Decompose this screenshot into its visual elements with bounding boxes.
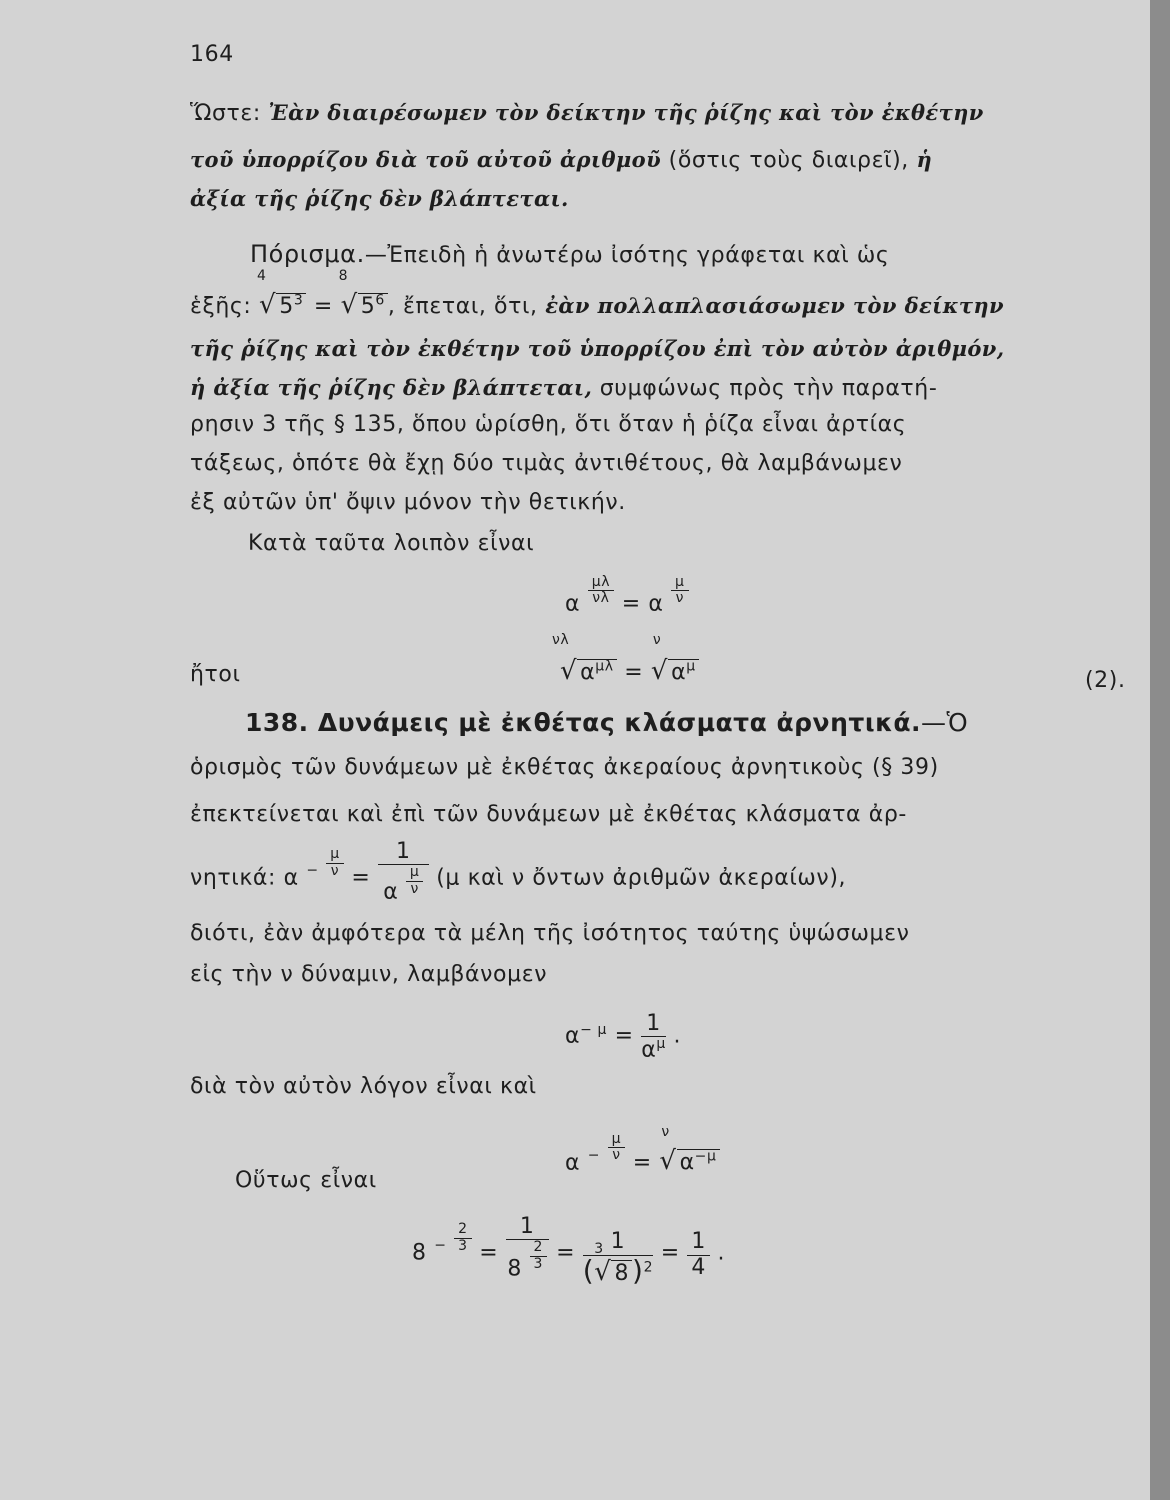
porisma-eq-prefix: ἑξῆς: — [190, 294, 252, 319]
eq6-den-exp-num: 2 — [530, 1240, 548, 1256]
eq4-base: α — [565, 1023, 581, 1049]
eq1-base: α — [565, 591, 581, 617]
eq6-four: 4 — [691, 1254, 706, 1280]
line4-suffix: (μ καὶ ν ὄντων ἀριθμῶν ἀκεραίων), — [436, 865, 847, 891]
eq6-one-2: 1 — [583, 1230, 653, 1255]
porisma-line6: τάξεως, ὁπότε θὰ ἔχῃ δύο τιμὰς ἀντιθέτους, θὰ λαμβάνωμεν — [190, 451, 903, 476]
para1-lead: Ὥστε: — [190, 101, 261, 126]
radical-sign-icon: √ — [560, 656, 578, 686]
root-index-4: 4 — [257, 268, 267, 284]
equation-4 — [565, 1012, 681, 1063]
section-138-line2: ὁρισμὸς τῶν δυνάμεων μὲ ἐκθέτας ἀκεραίους ἀρνητικοὺς (§ 39) — [190, 755, 939, 780]
eq5-equals: = — [632, 1150, 652, 1176]
eq4-den-exp: μ — [656, 1036, 666, 1053]
eq3-den-exp-den: ν — [410, 880, 419, 897]
eq3-den-base: α — [383, 879, 399, 905]
eq1-equals: = — [621, 591, 641, 617]
section-138-line4 — [190, 840, 846, 905]
radicand-5: 5 — [279, 294, 294, 319]
root-index-8: 8 — [338, 268, 349, 284]
section-number: 138. — [245, 708, 309, 737]
eq3-den-exp — [406, 865, 424, 897]
eq3-minus: − — [306, 862, 319, 879]
para1-line1 — [190, 100, 984, 126]
eq5-exponent-fraction — [608, 1132, 626, 1164]
eq1-den-2: ν — [675, 590, 685, 607]
para1-line3: ἀξία τῆς ῥίζης δὲν βλάπτεται. — [190, 186, 569, 211]
para1-italic-b: τοῦ ὑπορρίζου διὰ τοῦ αὐτοῦ ἀριθμοῦ — [190, 147, 662, 172]
radical-sign-icon: √ — [650, 656, 669, 686]
eq6-num: 2 — [454, 1222, 472, 1238]
eq4-equals: = — [614, 1023, 634, 1049]
section-138-line5: διότι, ἐὰν ἀμφότερα τὰ μέλη τῆς ἰσότητος ταύτης ὑψώσωμεν — [190, 921, 910, 946]
porisma-line2: ἑξῆς: 4 √ $5^3$ = 8 √ $5^6$ , ἔπεται, ὅτι, ἐὰν πολλαπλασιάσωμεν τὸν δείκτην — [190, 268, 1005, 320]
eq2-exp-2: μ — [686, 658, 696, 675]
eq6-den-2: ( 3 √ 8 )$^2$ — [582, 1240, 654, 1287]
eq6-root-index: 3 — [594, 1240, 604, 1257]
eq3-equals: = — [351, 865, 371, 891]
kata-line: Κατὰ ταῦτα λοιπὸν εἶναι — [248, 531, 535, 556]
eq1-base-2: α — [648, 591, 664, 617]
section-138-line3: ἐπεκτείνεται καὶ ἐπὶ τῶν δυνάμεων μὲ ἐκθέτας κλάσματα ἀρ- — [190, 802, 907, 827]
eq1-num-2: μ — [671, 575, 689, 591]
exponent-6: 6 — [375, 292, 385, 309]
eq6-one-1: 1 — [506, 1215, 549, 1240]
htoi-label: ἤτοι — [190, 662, 241, 687]
eq2-index-2: ν — [652, 632, 662, 648]
eq4-dot: . — [673, 1023, 682, 1049]
eq6-base: 8 — [412, 1240, 427, 1266]
eq4-rhs-fraction — [641, 1012, 666, 1063]
eq3-den: ν — [330, 862, 340, 879]
porisma-line4 — [190, 375, 937, 401]
radical-sign-icon: √ — [340, 290, 358, 320]
eq3-base: α — [283, 865, 299, 891]
section-138-heading — [245, 708, 968, 737]
page-edge-shadow — [1150, 0, 1170, 1500]
porisma-line5: ρησιν 3 τῆς § 135, ὅπου ὡρίσθη, ὅτι ὅταν ἡ ῥίζα εἶναι ἀρτίας — [190, 412, 907, 437]
para1-plain-b: (ὅστις τοὺς διαιρεῖ), — [668, 148, 909, 173]
eq6-equals-2: = — [556, 1240, 576, 1266]
eq1-num: μλ — [588, 575, 614, 591]
para1-italic-b2: ἡ — [916, 147, 933, 172]
eq4-den: α — [641, 1037, 657, 1063]
porisma-line3: τῆς ῥίζης καὶ τὸν ἐκθέτην τοῦ ὑπορρίζου ἐπὶ τὸν αὐτὸν ἀριθμόν, — [190, 336, 1005, 361]
eq6-den-exp — [530, 1240, 548, 1272]
eq5-index: ν — [661, 1124, 670, 1141]
porisma-title: Πόρισμα. — [250, 240, 365, 268]
eq3-den-exp-num: μ — [406, 865, 424, 881]
eq2-exp-1: μλ — [595, 658, 614, 675]
equation-1 — [565, 575, 689, 616]
line4-prefix: νητικά: — [190, 865, 277, 891]
eq5-minus: − — [587, 1147, 601, 1164]
eq2-root-2 — [650, 632, 699, 686]
eq3-one: 1 — [378, 840, 429, 865]
porisma-line7: ἐξ αὐτῶν ὑπ' ὄψιν μόνον τὴν θετικήν. — [190, 490, 626, 515]
equation-6 — [412, 1215, 725, 1286]
root-5-sixth-index-8 — [338, 268, 388, 320]
eq4-exp: − μ — [580, 1022, 607, 1039]
para1-italic-a: Ἐὰν διαιρέσωμεν τὸν δείκτην τῆς ῥίζης καὶ τὸν ἐκθέτην — [268, 100, 984, 125]
eq5-rad-exp: −μ — [694, 1149, 717, 1166]
eq5-num: μ — [608, 1132, 626, 1148]
eq6-square-exp: 2 — [643, 1259, 654, 1276]
equation-2-label: (2). — [1085, 668, 1126, 693]
porisma-after-eq: , ἔπεται, ὅτι, — [387, 294, 538, 319]
section-title: Δυνάμεις μὲ ἐκθέτας κλάσματα ἀρνητικά. — [317, 708, 922, 737]
eq6-minus: − — [434, 1237, 447, 1254]
eq5-root — [659, 1124, 719, 1177]
eq2-radicand-2: α — [671, 660, 687, 685]
eq3-num: μ — [326, 847, 344, 863]
para1-line2 — [190, 147, 932, 173]
eq6-den: 3 — [458, 1237, 468, 1254]
outos-line: Οὕτως εἶναι — [235, 1168, 377, 1193]
eq5-base: α — [565, 1150, 581, 1176]
eq6-den-1 — [506, 1240, 549, 1282]
eq2-index-1: νλ — [552, 632, 570, 648]
eq6-dot: . — [717, 1240, 726, 1266]
eq4-one: 1 — [641, 1012, 666, 1037]
eq5-den: ν — [612, 1147, 621, 1164]
eq3-rhs-den — [378, 865, 429, 905]
porisma-line1-rest: —Ἐπειδὴ ἡ ἀνωτέρω ἰσότης γράφεται καὶ ὡς — [364, 243, 890, 268]
eq6-radicand: 8 — [611, 1260, 632, 1286]
eq6-equals-3: = — [660, 1240, 680, 1266]
section-138-line6: εἰς τὴν ν δύναμιν, λαμβάνομεν — [190, 962, 548, 987]
eq6-den-base: 8 — [507, 1256, 522, 1282]
exponent-3: 3 — [293, 292, 304, 309]
eq2-root-1 — [552, 632, 617, 686]
section-title-rest: —Ὁ — [921, 708, 969, 737]
page-number: 164 — [190, 42, 234, 67]
porisma-italic-c: ἡ ἀξία τῆς ῥίζης δὲν βλάπτεται, — [190, 375, 593, 400]
eq2-equals: = — [624, 660, 644, 685]
radical-sign-icon: √ — [594, 1256, 612, 1287]
eq5-radicand: α — [679, 1150, 695, 1176]
eq3-exponent-fraction — [326, 847, 344, 879]
porisma-italic-a: ἐὰν πολλαπλασιάσωμεν τὸν δείκτην — [545, 293, 1005, 318]
eq1-exponent-fraction — [588, 575, 614, 607]
eq6-equals-1: = — [479, 1240, 499, 1266]
radical-sign-icon: √ — [259, 290, 277, 320]
eq6-fraction-2 — [583, 1230, 653, 1286]
radical-sign-icon: √ — [659, 1146, 677, 1177]
root-5-cubed-index-4 — [257, 268, 306, 320]
equation-2 — [552, 632, 699, 686]
eq6-fraction-3 — [687, 1230, 710, 1279]
porisma-plain-c: συμφώνως πρὸς τὴν παρατή- — [599, 376, 938, 401]
eq6-den-exp-den: 3 — [533, 1255, 544, 1272]
eq2-radicand-1: α — [580, 660, 596, 685]
eq6-fraction-1 — [506, 1215, 549, 1282]
radicand-5: 5 — [360, 294, 376, 319]
equation-5 — [565, 1124, 720, 1177]
eq6-exponent-fraction — [454, 1222, 472, 1254]
eq1-den: νλ — [592, 590, 610, 607]
eq3-rhs-fraction — [378, 840, 429, 905]
eq1-exponent-fraction-2 — [671, 575, 689, 607]
eq6-one-3: 1 — [687, 1230, 710, 1255]
section-138-line7: διὰ τὸν αὐτὸν λόγον εἶναι καὶ — [190, 1074, 537, 1099]
porisma-line1 — [250, 240, 889, 268]
